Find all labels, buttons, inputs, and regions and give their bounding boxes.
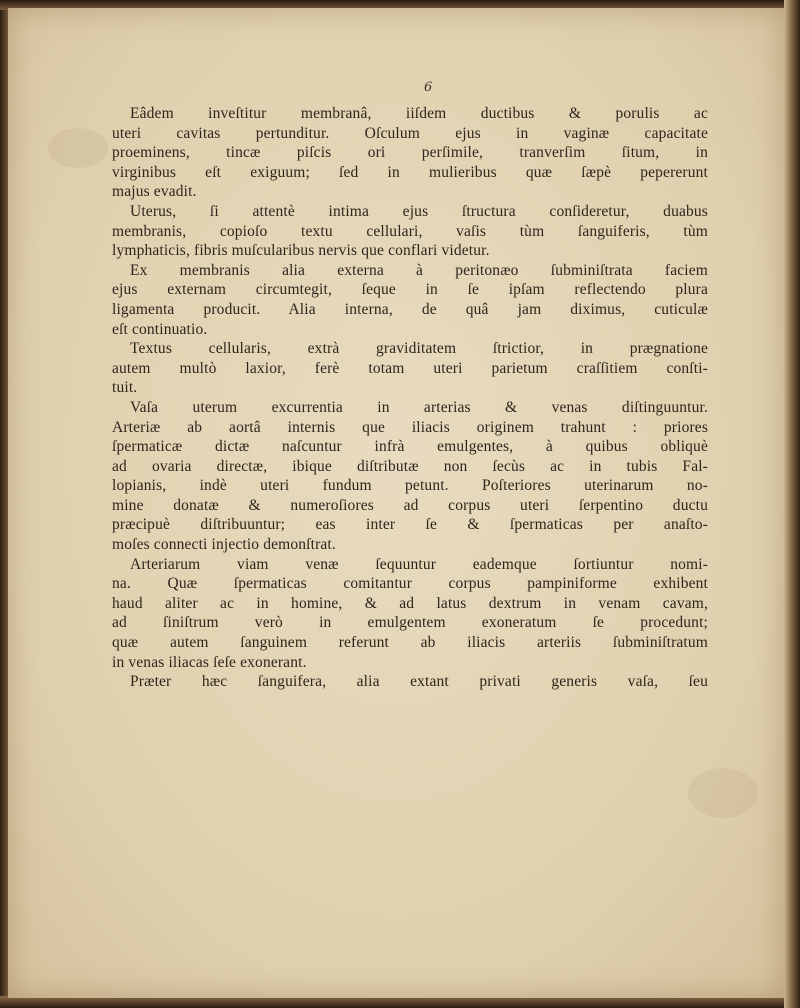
text-line: ligamenta producit. Alia interna, de quâ jam diximus, cuticulæ — [112, 300, 708, 318]
text-line: ſpermaticæ dictæ naſcuntur infrà emulgentes, à quibus obliquè — [112, 438, 708, 456]
text-line: majus evadit. — [112, 183, 197, 201]
text-line: uteri cavitas pertunditur. Oſculum ejus in vaginæ capacitate — [112, 124, 708, 142]
text-line: Vaſa uterum excurrentia in arterias & venas diſtinguuntur. — [130, 398, 708, 416]
book-binding-right — [784, 0, 800, 1008]
text-line: quæ autem ſanguinem referunt ab iliacis arteriis ſubminiſtratum — [112, 634, 708, 652]
text-line: eſt continuatio. — [112, 320, 208, 338]
text-line: Textus cellularis, extrà graviditatem ſtrictior, in prægnatione — [130, 340, 708, 358]
text-line: haud aliter ac in homine, & ad latus dextrum in venam cavam, — [112, 594, 708, 612]
text-line: ejus externam circumtegit, ſeque in ſe ipſam reflectendo plura — [112, 281, 708, 299]
text-line: tuit. — [112, 379, 138, 397]
text-line: mine donatæ & numeroſiores ad corpus uteri ſerpentino ductu — [112, 496, 708, 514]
text-line: lymphaticis, fibris muſcularibus nervis que conflari videtur. — [112, 242, 490, 260]
text-line: Ex membranis alia externa à peritonæo ſubminiſtrata faciem — [130, 261, 708, 279]
text-line: ad ſiniſtrum verò in emulgentem exoneratum ſe procedunt; — [112, 614, 708, 632]
body-text — [112, 104, 708, 692]
text-line: præcipuè diſtribuuntur; eas inter ſe & ſpermaticas per anaſto- — [112, 516, 708, 534]
text-line: lopianis, indè uteri fundum petunt. Poſteriores uterinarum no- — [112, 477, 708, 495]
text-line: moſes connecti injectio demonſtrat. — [112, 536, 336, 554]
text-line: proeminens, tincæ piſcis ori perſimile, tranverſim ſitum, in — [112, 144, 708, 162]
text-line: Arteriæ ab aortâ internis que iliacis originem trahunt : priores — [112, 418, 708, 436]
text-line: Præter hæc ſanguifera, alia extant privati generis vaſa, ſeu — [130, 673, 708, 691]
text-line: virginibus eſt exiguum; ſed in mulieribus quæ ſæpè pepererunt — [112, 163, 708, 181]
text-line: ad ovaria directæ, ibique diſtributæ non ſecùs ac in tubis Fal- — [112, 457, 708, 475]
page-number: 6 — [424, 80, 433, 95]
text-line: Eâdem inveſtitur membranâ, iiſdem ductibus & porulis ac — [130, 105, 708, 122]
paper-stain — [48, 128, 108, 168]
text-line: in venas iliacas ſeſe exonerant. — [112, 653, 307, 671]
text-line: autem multò laxior, ferè totam uteri parietum craſſitiem conſti- — [112, 359, 708, 377]
text-line: Arteriarum viam venæ ſequuntur eademque ſortiuntur nomi- — [130, 555, 708, 573]
text-line: Uterus, ſi attentè intima ejus ſtructura conſideretur, duabus — [130, 202, 708, 220]
text-line: membranis, copioſo textu cellulari, vaſis tùm ſanguiferis, tùm — [112, 222, 708, 240]
paper-stain — [688, 768, 758, 818]
text-line: na. Quæ ſpermaticas comitantur corpus pampiniforme exhibent — [112, 575, 708, 593]
